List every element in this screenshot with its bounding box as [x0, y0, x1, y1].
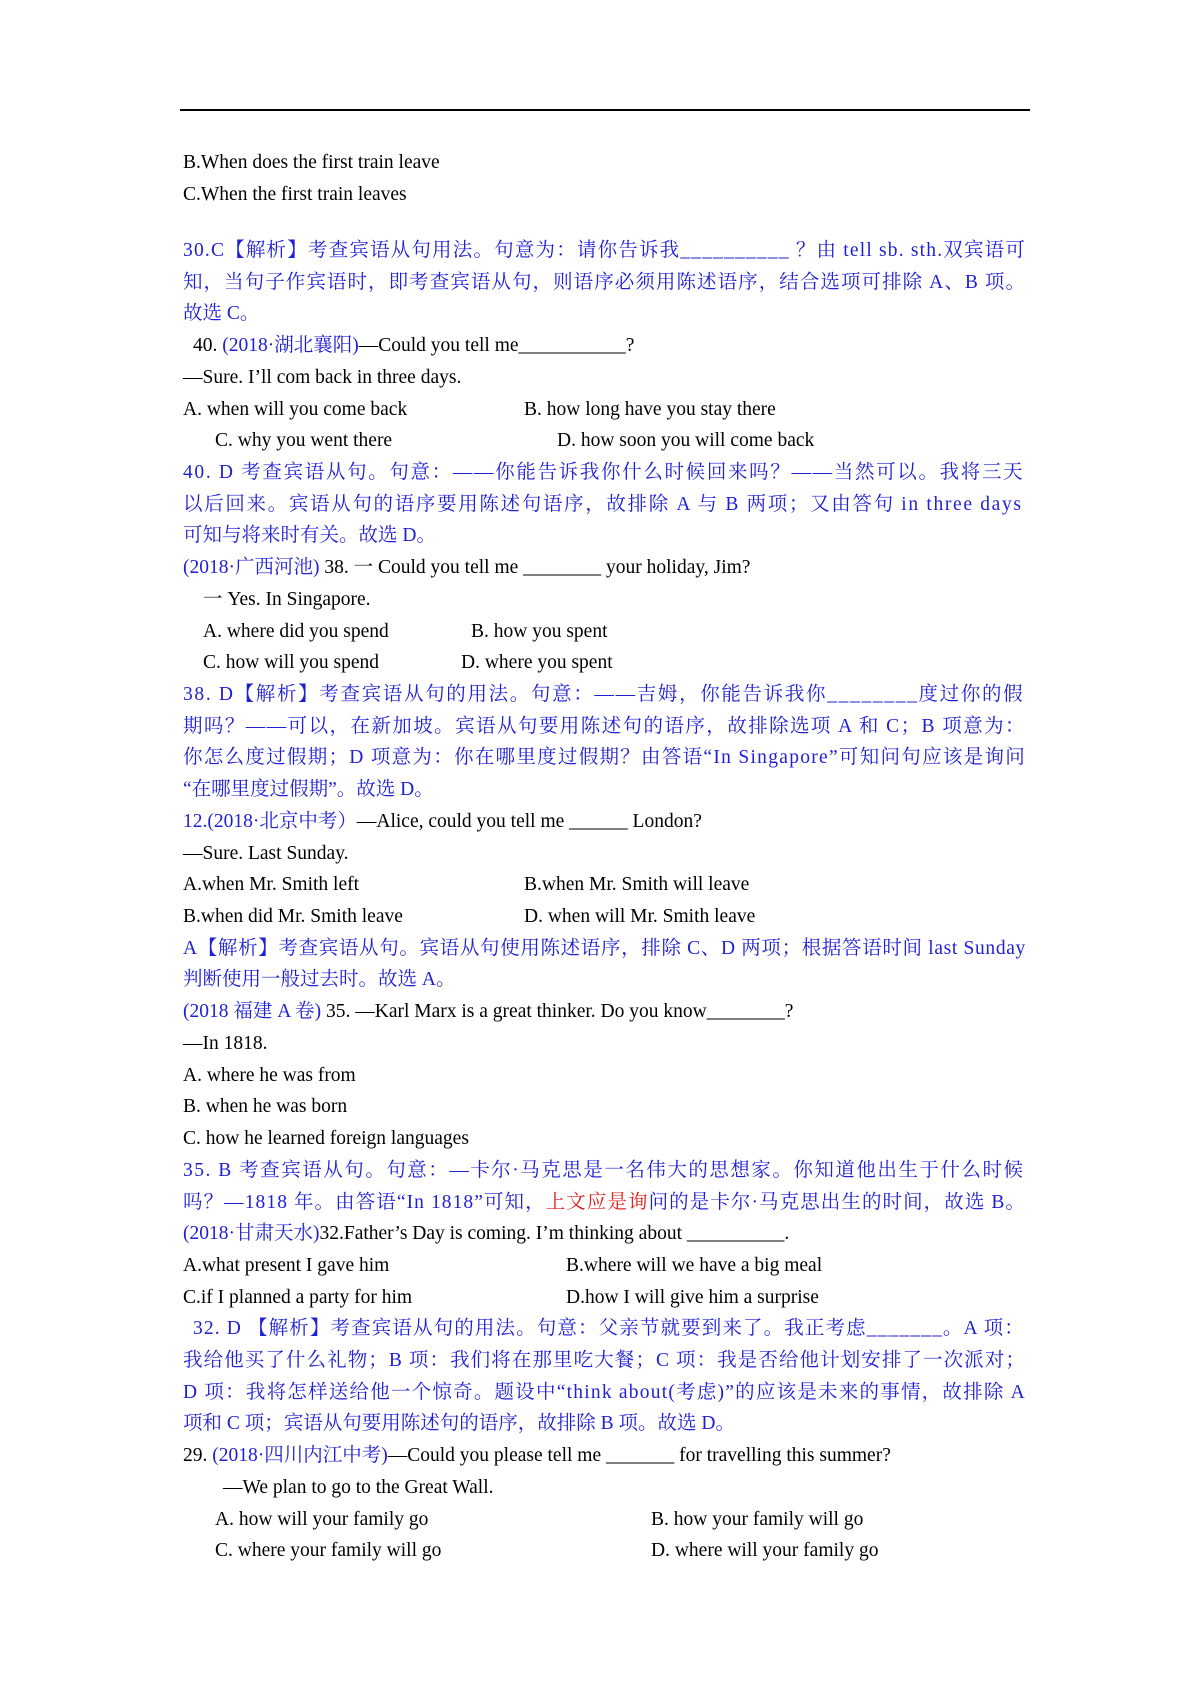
- q29-option-d: [651, 1538, 878, 1564]
- q32-analysis: [183, 1380, 1026, 1406]
- q12-option-a: [183, 872, 359, 898]
- q38-option-c: [203, 650, 379, 676]
- q32-option-c-run: C.if I planned a party for him: [183, 1287, 413, 1308]
- q40-stem: [193, 333, 634, 359]
- q38-analysis: [183, 745, 1026, 771]
- q38-option-d: [461, 650, 613, 676]
- q38-analysis: [183, 682, 1024, 708]
- q30-analysis: [183, 270, 1026, 296]
- q12-answer-run: —Sure. Last Sunday.: [183, 843, 349, 864]
- q12-option-d-run: D. when will Mr. Smith leave: [524, 906, 756, 927]
- q32-analysis-run: 32. D 【解析】考查宾语从句的用法。句意：父亲节就要到来了。我正考虑_______。A 项：: [193, 1318, 1025, 1339]
- q12-option-b: [524, 872, 749, 898]
- q35-option-c-run: C. how he learned foreign languages: [183, 1128, 469, 1149]
- q32-analysis: [193, 1316, 1025, 1342]
- q40-analysis-run: 以后回来。宾语从句的语序要用陈述句语序，故排除 A 与 B 两项；又由答句 in three days: [183, 494, 1023, 515]
- q40-option-a-run: A. when will you come back: [183, 399, 408, 420]
- q32-analysis-run: D 项：我将怎样送给他一个惊奇。题设中“think about(考虑)”的应该是未来的事情，故排除 A: [183, 1382, 1026, 1403]
- q12-option-b-run: B.when Mr. Smith will leave: [524, 874, 750, 895]
- q38-analysis-run: “在哪里度过假期”。故选 D。: [183, 779, 434, 800]
- q38-option-d-run: D. where you spent: [461, 652, 613, 673]
- q40-option-a: [183, 397, 407, 423]
- q29-option-b2-run: B. how your family will go: [651, 1509, 864, 1530]
- q38-analysis: [183, 777, 434, 803]
- q38-analysis-run: 期吗？——可以，在新加坡。宾语从句要用陈述句的语序，故排除选项 A 和 C；B 项意为：: [183, 716, 1026, 737]
- q38-stem-run: 38. 一 Could you tell me ________ your holiday, Jim?: [319, 557, 751, 578]
- q32-analysis: [183, 1348, 1026, 1374]
- q12-analysis-run: A【解析】考查宾语从句。宾语从句使用陈述语序，排除 C、D 两项；根据答语时间 last Sunday: [183, 938, 1026, 959]
- q12-analysis: [183, 967, 455, 993]
- q35-option-a: [183, 1063, 356, 1089]
- q40-option-d: [557, 428, 814, 454]
- q38-analysis: [183, 714, 1026, 740]
- q38-analysis-run: 你怎么度过假期；D 项意为：你在哪里度过假期？由答语“In Singapore”可知问句应该是询问: [183, 747, 1027, 768]
- q40-answer-run: —Sure. I’ll com back in three days.: [183, 367, 462, 388]
- q35-option-c: [183, 1126, 469, 1152]
- q12-stem-run: 12.(2018·北京中考）: [183, 811, 357, 832]
- q35-option-b: [183, 1094, 347, 1120]
- q12-stem: [183, 809, 702, 835]
- q40-option-c-run: C. why you went there: [215, 430, 393, 451]
- q30-analysis: [183, 301, 259, 327]
- q38-option-a-run: A. where did you spend: [203, 621, 389, 642]
- q12-option-a-run: A.when Mr. Smith left: [183, 874, 360, 895]
- q29-option-d-run: D. where will your family go: [651, 1540, 879, 1561]
- q29-stem-run: 29.: [183, 1445, 213, 1466]
- q12-analysis: [183, 936, 1026, 962]
- q12-option-c: [183, 904, 403, 930]
- q35-analysis-run: 吗？—1818 年。由答语“In 1818”可知，: [183, 1192, 546, 1213]
- q40-option-d-run: D. how soon you will come back: [557, 430, 815, 451]
- q29-option-c-run: C.When the first train leaves: [183, 184, 407, 205]
- q35-analysis: [183, 1190, 1026, 1216]
- q29-stem-run: —Could you please tell me _______ for travelling this summer?: [387, 1445, 891, 1466]
- q29-option-a-run: A. how will your family go: [215, 1509, 429, 1530]
- q40-answer: [183, 365, 461, 391]
- q40-option-c: [215, 428, 392, 454]
- q40-stem-run: —Could you tell me___________?: [358, 335, 635, 356]
- q40-stem-run: (2018·湖北襄阳): [222, 335, 359, 356]
- q29-stem-run: (2018·四川内江中考): [212, 1445, 388, 1466]
- q35-option-a-run: A. where he was from: [183, 1065, 356, 1086]
- q12-answer: [183, 841, 349, 867]
- q32-option-c: [183, 1285, 412, 1311]
- q30-analysis-run: 30.C【解析】考查宾语从句用法。句意为：请你告诉我__________ ？由 tell sb. sth.双宾语可: [183, 240, 1027, 261]
- q32-option-b: [566, 1253, 822, 1279]
- q35-analysis-run: 问的是卡尔·马克思出生的时间，故选 B。: [648, 1192, 1027, 1213]
- q29-option-b2: [651, 1507, 863, 1533]
- q29-option-c: [183, 182, 407, 208]
- q35-stem-run: 35. —Karl Marx is a great thinker. Do you know________?: [321, 1001, 794, 1022]
- q12-stem-run: —Alice, could you tell me ______ London?: [356, 811, 702, 832]
- q29-answer-run: —We plan to go to the Great Wall.: [223, 1477, 494, 1498]
- q32-stem: [183, 1221, 789, 1247]
- q35-answer-run: —In 1818.: [183, 1033, 268, 1054]
- q38-answer-run: 一 Yes. In Singapore.: [203, 589, 371, 610]
- q40-option-b: [524, 397, 776, 423]
- q40-analysis: [183, 460, 1024, 486]
- q32-analysis-run: 项和 C 项；宾语从句要用陈述句的语序，故排除 B 项。故选 D。: [183, 1413, 735, 1434]
- q40-stem-run: 40.: [193, 335, 223, 356]
- q40-analysis-run: 40. D 考查宾语从句。句意：——你能告诉我你什么时候回来吗？——当然可以。我将三天: [183, 462, 1025, 483]
- q38-answer: [203, 587, 371, 613]
- q29-option-b-run: B.When does the first train leave: [183, 152, 440, 173]
- q29-option-a: [215, 1507, 428, 1533]
- q32-analysis-run: 我给他买了什么礼物；B 项：我们将在那里吃大餐；C 项：我是否给他计划安排了一次派对；: [183, 1350, 1027, 1371]
- q32-option-a-run: A.what present I gave him: [183, 1255, 390, 1276]
- q29-option-b: [183, 150, 440, 176]
- q32-stem-run: 32.Father’s Day is coming. I’m thinking about __________.: [319, 1223, 790, 1244]
- q40-option-b-run: B. how long have you stay there: [524, 399, 776, 420]
- q30-analysis: [183, 238, 1026, 264]
- q35-analysis-run: 上文应是询: [545, 1192, 649, 1213]
- q12-analysis-run: 判断使用一般过去时。故选 A。: [183, 969, 456, 990]
- q35-stem-run: (2018 福建 A 卷): [183, 1001, 322, 1022]
- q38-option-a: [203, 619, 389, 645]
- q32-option-b-run: B.where will we have a big meal: [566, 1255, 823, 1276]
- q32-option-d: [566, 1285, 819, 1311]
- q40-analysis: [183, 523, 436, 549]
- q38-option-b-run: B. how you spent: [471, 621, 608, 642]
- q35-stem: [183, 999, 793, 1025]
- q30-analysis-run: 故选 C。: [183, 303, 260, 324]
- q32-analysis: [183, 1411, 735, 1437]
- q32-stem-run: (2018·甘肃天水): [183, 1223, 320, 1244]
- header-rule: [180, 109, 1030, 111]
- q35-option-b-run: B. when he was born: [183, 1096, 348, 1117]
- q29-option-c2: [215, 1538, 441, 1564]
- q35-answer: [183, 1031, 268, 1057]
- q40-analysis-run: 可知与将来时有关。故选 D。: [183, 525, 436, 546]
- q12-option-d: [524, 904, 755, 930]
- q35-analysis: [183, 1158, 1024, 1184]
- q40-analysis: [183, 492, 1023, 518]
- q35-analysis-run: 35. B 考查宾语从句。句意：—卡尔·马克思是一名伟大的思想家。你知道他出生于什么时候: [183, 1160, 1025, 1181]
- q38-option-c-run: C. how will you spend: [203, 652, 380, 673]
- q32-option-a: [183, 1253, 389, 1279]
- q29-stem: [183, 1443, 891, 1469]
- q38-analysis-run: 38. D【解析】考查宾语从句的用法。句意：——吉姆，你能告诉我你________度过你的假: [183, 684, 1025, 705]
- q29-option-c2-run: C. where your family will go: [215, 1540, 442, 1561]
- q38-stem-run: (2018·广西河池): [183, 557, 320, 578]
- q38-option-b: [471, 619, 608, 645]
- q12-option-c-run: B.when did Mr. Smith leave: [183, 906, 403, 927]
- q30-analysis-run: 知，当句子作宾语时，即考查宾语从句，则语序必须用陈述语序，结合选项可排除 A、B 项。: [183, 272, 1027, 293]
- q38-stem: [183, 555, 750, 581]
- q29-answer: [223, 1475, 494, 1501]
- q32-option-d-run: D.how I will give him a surprise: [566, 1287, 819, 1308]
